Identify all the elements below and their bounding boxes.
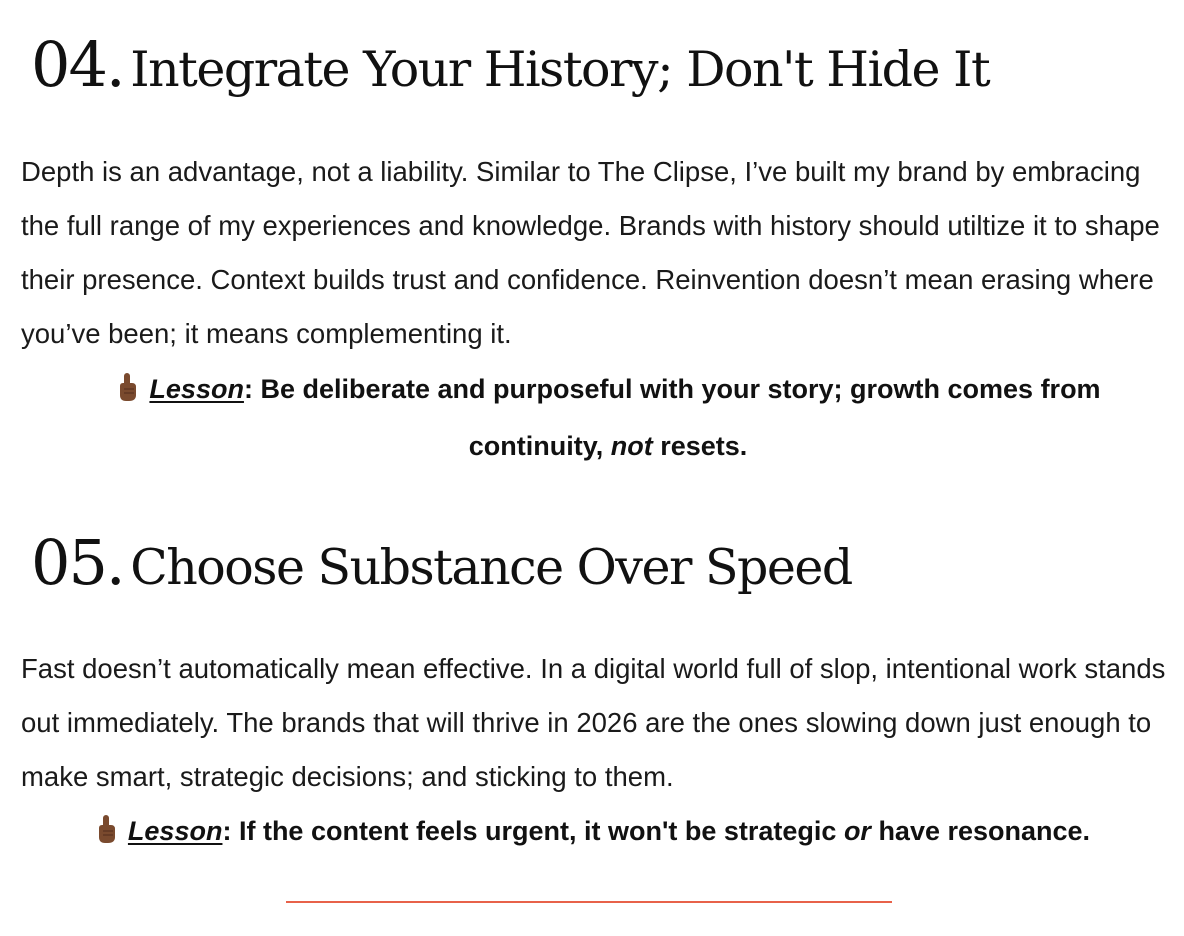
section-05-heading [31, 526, 852, 599]
lesson-text-before: Be deliberate and purposeful with your story; growth comes from continuity, [252, 374, 1101, 461]
lesson-emphasis: or [843, 816, 871, 846]
lesson-colon: : [243, 374, 253, 404]
section-04-body: Depth is an advantage, not a liability. Similar to The Clipse, I’ve built my brand by embracing the full range of my experiences and knowledge. Brands with history should utiltize it to shape their presence. Context builds trust and confidence. Reinvention doesn’t mean erasing where you’ve been; it means complementing it. [21, 156, 1160, 349]
section-divider [286, 901, 892, 903]
section-05-lesson [0, 803, 1184, 860]
lesson-text-before: If the content feels urgent, it won't be strategic [231, 816, 844, 846]
lesson-text-after: have resonance. [870, 816, 1091, 846]
section-05-title: Choose Substance Over Speed [130, 539, 852, 596]
lesson-text-after: resets. [652, 431, 748, 461]
lesson-colon: : [222, 816, 232, 846]
section-04-heading [31, 28, 989, 101]
section-04-lesson [108, 361, 1108, 475]
lesson-emphasis: not [610, 431, 653, 461]
pointing-up-finger-icon [115, 365, 139, 395]
section-05-number: 05. [31, 526, 124, 599]
section-05-body: Fast doesn’t automatically mean effective. In a digital world full of slop, intentional work stands out immediately. The brands that will thrive in 2026 are the ones slowing down just enough to make smart, strategic decisions; and sticking to them. [21, 653, 1166, 792]
lesson-label: Lesson [149, 374, 244, 404]
pointing-up-finger-icon [94, 807, 118, 837]
section-04-number: 04. [31, 28, 124, 101]
lesson-label: Lesson [127, 816, 223, 846]
section-04-title: Integrate Your History; Don't Hide It [130, 41, 990, 98]
